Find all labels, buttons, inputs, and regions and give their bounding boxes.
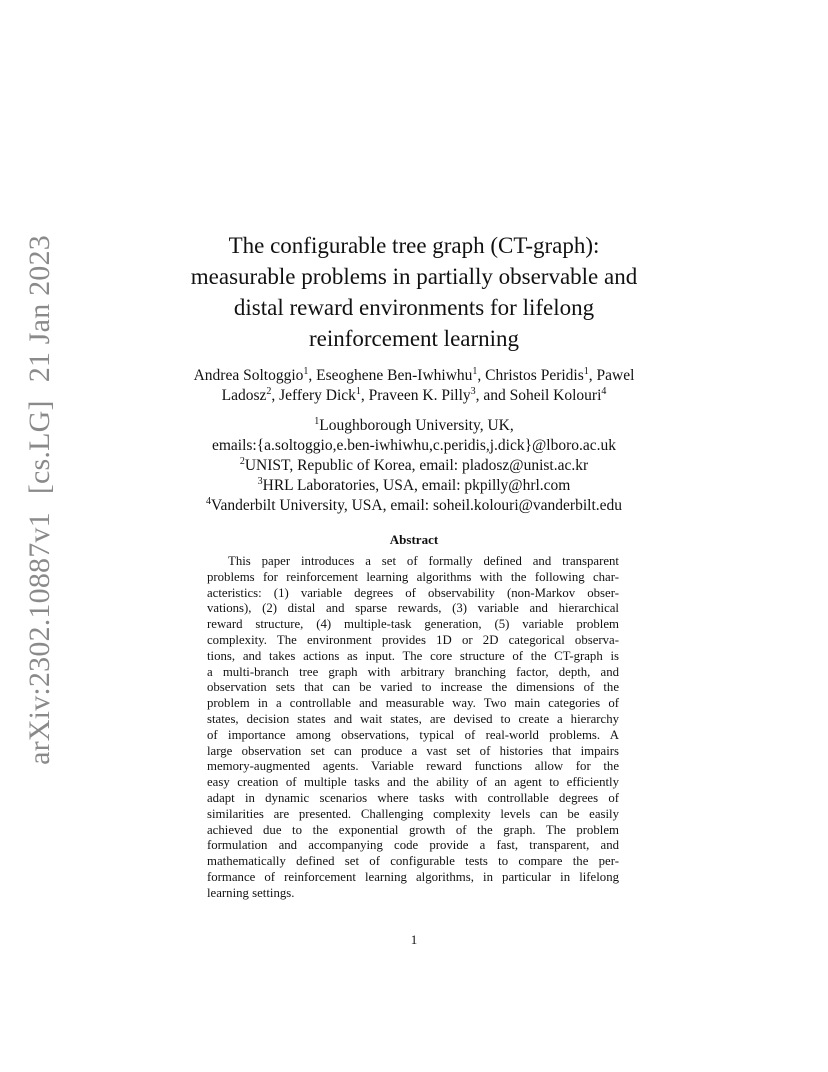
abstract-line: of importance among observations, typical of real-world problems. A [207,727,619,742]
author-line [150,366,678,386]
abstract-line: acteristics: (1) variable degrees of observability (non-Markov obser- [207,585,619,600]
arxiv-date: 21 Jan 2023 [23,235,56,383]
abstract-line: memory-augmented agents. Variable reward functions allow for the [207,759,619,774]
abstract-line: problem in a controllable and measurable way. Two main categories of [207,696,619,711]
paper-title [150,230,678,354]
abstract-line: vations), (2) distal and sparse rewards, (3) variable and hierarchical [207,601,619,616]
abstract-line: complexity. The environment provides 1D or 2D categorical observa- [207,632,619,647]
affiliation-text: UNIST, Republic of Korea, email: pladosz@unist.ac.kr [244,457,589,474]
arxiv-category: [cs.LG] [23,400,56,495]
abstract-line: formulation and accompanying code provide a fast, transparent, and [207,838,619,853]
abstract-line: problems for reinforcement learning algorithms with the following char- [207,569,619,584]
author-name: , Eseoghene Ben-Iwhiwhu [308,367,473,384]
affiliation-line [150,416,678,436]
title-line: reinforcement learning [308,326,520,351]
author-affiliation-mark: 4 [601,386,607,397]
author-affiliation-mark: 1 [303,366,309,377]
affiliation-line [150,476,678,496]
abstract-line: states, decision states and wait states, are devised to create a hierarchy [207,711,619,726]
author-name: , Praveen K. Pilly [360,387,471,404]
affiliation-mark: 4 [205,496,211,507]
affiliation-line [150,456,678,476]
abstract-body [207,554,619,902]
title-line: The configurable tree graph (CT-graph): [228,233,600,258]
author-name: , Christos Peridis [477,367,584,384]
abstract-heading: Abstract [389,532,439,547]
author-name: , Pawel [588,367,635,384]
abstract-line: observation sets that can be varied to increase the dimensions of the [207,680,619,695]
affiliation-text: Vanderbilt University, USA, email: soheil.kolouri@vanderbilt.edu [210,497,623,514]
abstract-line: formance of reinforcement learning algorithms, in particular in lifelong [207,869,619,884]
abstract-line: achieved due to the exponential growth of the graph. The problem [207,822,619,837]
author-line [150,386,678,406]
abstract-line: learning settings. [207,885,295,900]
author-name: Andrea Soltoggio [193,367,304,384]
affiliations [150,416,678,516]
abstract-line: reward structure, (4) multiple-task generation, (5) variable problem [207,617,619,632]
affiliation-emails: emails:{a.soltoggio,e.ben-iwhiwhu,c.peridis,j.dick}@lboro.ac.uk [211,437,617,454]
author-affiliation-mark: 1 [355,386,361,397]
affiliation-text: HRL Laboratories, USA, email: pkpilly@hrl.com [262,477,571,494]
abstract-line: similarities are presented. Challenging complexity levels can be easily [207,806,619,821]
page-number: 1 [410,932,418,947]
abstract-line: large observation set can produce a vast set of histories that impairs [207,743,619,758]
abstract-line: a multi-branch tree graph with arbitrary branching factor, depth, and [207,664,619,679]
affiliation-text: Loughborough University, UK, [319,417,514,434]
author-name: Ladosz [221,387,267,404]
author-affiliation-mark: 2 [266,386,272,397]
abstract-line: mathematically defined set of configurable tests to compare the per- [207,854,619,869]
author-affiliation-mark: 1 [583,366,589,377]
abstract-line: adapt in dynamic scenarios where tasks with controllable degrees of [207,790,619,805]
affiliation-mark: 3 [257,476,263,487]
title-line: distal reward environments for lifelong [233,295,595,320]
arxiv-id: arXiv:2302.10887v1 [23,512,56,765]
abstract-line: This paper introduces a set of formally defined and transparent [228,554,619,568]
affiliation-line [150,496,678,516]
author-list [150,366,678,406]
author-affiliation-mark: 3 [470,386,476,397]
affiliation-mark: 1 [314,416,320,427]
abstract-line: tions, and takes actions as input. The core structure of the CT-graph is [207,648,619,663]
title-line: measurable problems in partially observable and [190,264,638,289]
affiliation-mark: 2 [239,456,245,467]
arxiv-identifier-stamp [23,235,57,765]
author-name: , Jeffery Dick [271,387,356,404]
author-affiliation-mark: 1 [472,366,478,377]
author-name: , and Soheil Kolouri [475,387,602,404]
abstract-line: easy creation of multiple tasks and the ability of an agent to efficiently [207,775,619,790]
